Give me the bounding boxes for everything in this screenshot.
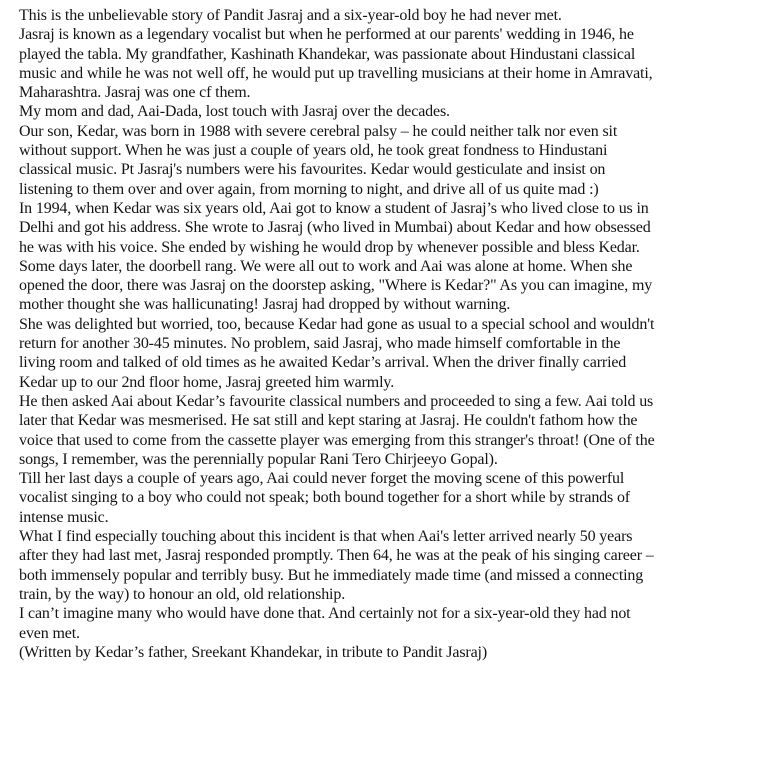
text-line: without support. When he was just a couple of years old, he took great fondness to Hindustani — [19, 142, 608, 160]
text-line: living room and talked of old times as he awaited Kedar’s arrival. When the driver finally carried — [19, 354, 627, 372]
paragraph-memory — [19, 469, 764, 527]
paragraph-doorbell — [19, 257, 764, 315]
paragraph-waiting — [19, 315, 764, 392]
text-line: songs, I remember, was the perennially popular Rani Tero Chirjeeyo Gopal). — [19, 450, 498, 468]
text-line: Jasraj is known as a legendary vocalist but when he performed at our parents' wedding in 1946, he — [19, 26, 634, 44]
text-line: opened the door, there was Jasraj on the doorstep asking, "Where is Kedar?" As you can imagine, my — [19, 277, 653, 295]
text-line: I can’t imagine many who would have done that. And certainly not for a six-year-old they had not — [19, 605, 631, 623]
text-line: later that Kedar was mesmerised. He sat still and kept staring at Jasraj. He couldn't fathom how the — [19, 412, 638, 430]
text-line: Till her last days a couple of years ago, Aai could never forget the moving scene of this powerful — [19, 470, 625, 488]
text-line: both immensely popular and terribly busy. But he immediately made time (and missed a connecting — [19, 566, 644, 584]
paragraph-singing — [19, 392, 764, 469]
text-line: Our son, Kedar, was born in 1988 with severe cerebral palsy – he could neither talk nor even sit — [19, 122, 618, 140]
text-line: music and while he was not well off, he would put up travelling musicians at their home in Amravati, — [19, 64, 653, 82]
text-line: He then asked Aai about Kedar’s favourite classical numbers and proceeded to sing a few. Aai told us — [19, 392, 654, 410]
text-line: Kedar up to our 2nd floor home, Jasraj greeted him warmly. — [19, 373, 395, 391]
paragraph-byline — [19, 643, 764, 662]
text-line: he was with his voice. She ended by wishing he would drop by whenever possible and bless Kedar. — [19, 238, 640, 256]
text-line: listening to them over and over again, from morning to night, and drive all of us quite mad :) — [19, 180, 599, 198]
paragraph-letter — [19, 199, 764, 257]
text-line: This is the unbelievable story of Pandit Jasraj and a six-year-old boy he had never met. — [19, 7, 562, 24]
paragraph-touching — [19, 527, 764, 604]
text-line: return for another 30-45 minutes. No problem, said Jasraj, who made himself comfortable in the — [19, 335, 621, 353]
text-line: voice that used to come from the cassette player was emerging from this stranger's throat! (One of the — [19, 431, 655, 449]
text-line: even met. — [19, 624, 80, 642]
byline: (Written by Kedar’s father, Sreekant Khandekar, in tribute to Pandit Jasraj) — [19, 643, 487, 661]
text-line: train, by the way) to honour an old, old relationship. — [19, 585, 346, 603]
text-line: In 1994, when Kedar was six years old, Aai got to know a student of Jasraj’s who lived close to us in — [19, 199, 649, 217]
text-line: classical music. Pt Jasraj's numbers were his favourites. Kedar would gesticulate and insist on — [19, 161, 606, 179]
text-line: My mom and dad, Aai-Dada, lost touch with Jasraj over the decades. — [19, 103, 450, 121]
paragraph-closing — [19, 604, 764, 643]
text-line: after they had last met, Jasraj responded promptly. Then 64, he was at the peak of his singing career – — [19, 547, 654, 565]
text-line: Some days later, the doorbell rang. We were all out to work and Aai was alone at home. When she — [19, 257, 633, 275]
text-line: mother thought she was hallicunating! Jasraj had dropped by without warning. — [19, 296, 511, 314]
paragraph-lost-touch — [19, 102, 764, 121]
text-line: Maharashtra. Jasraj was one cf them. — [19, 84, 251, 102]
text-line: vocalist singing to a boy who could not speak; both bound together for a short while by strands of — [19, 489, 630, 507]
text-line: She was delighted but worried, too, because Kedar had gone as usual to a special school and wouldn't — [19, 315, 655, 333]
text-line: played the tabla. My grandfather, Kashinath Khandekar, was passionate about Hindustani classical — [19, 45, 636, 63]
paragraph-wedding — [19, 25, 764, 102]
paragraph-son — [19, 122, 764, 199]
text-line: What I find especially touching about this incident is that when Aai's letter arrived nearly 50 years — [19, 528, 633, 546]
text-line: Delhi and got his address. She wrote to Jasraj (who lived in Mumbai) about Kedar and how obsessed — [19, 219, 651, 237]
text-line: intense music. — [19, 508, 109, 526]
paragraph-intro — [19, 6, 764, 25]
article-text — [19, 6, 764, 662]
